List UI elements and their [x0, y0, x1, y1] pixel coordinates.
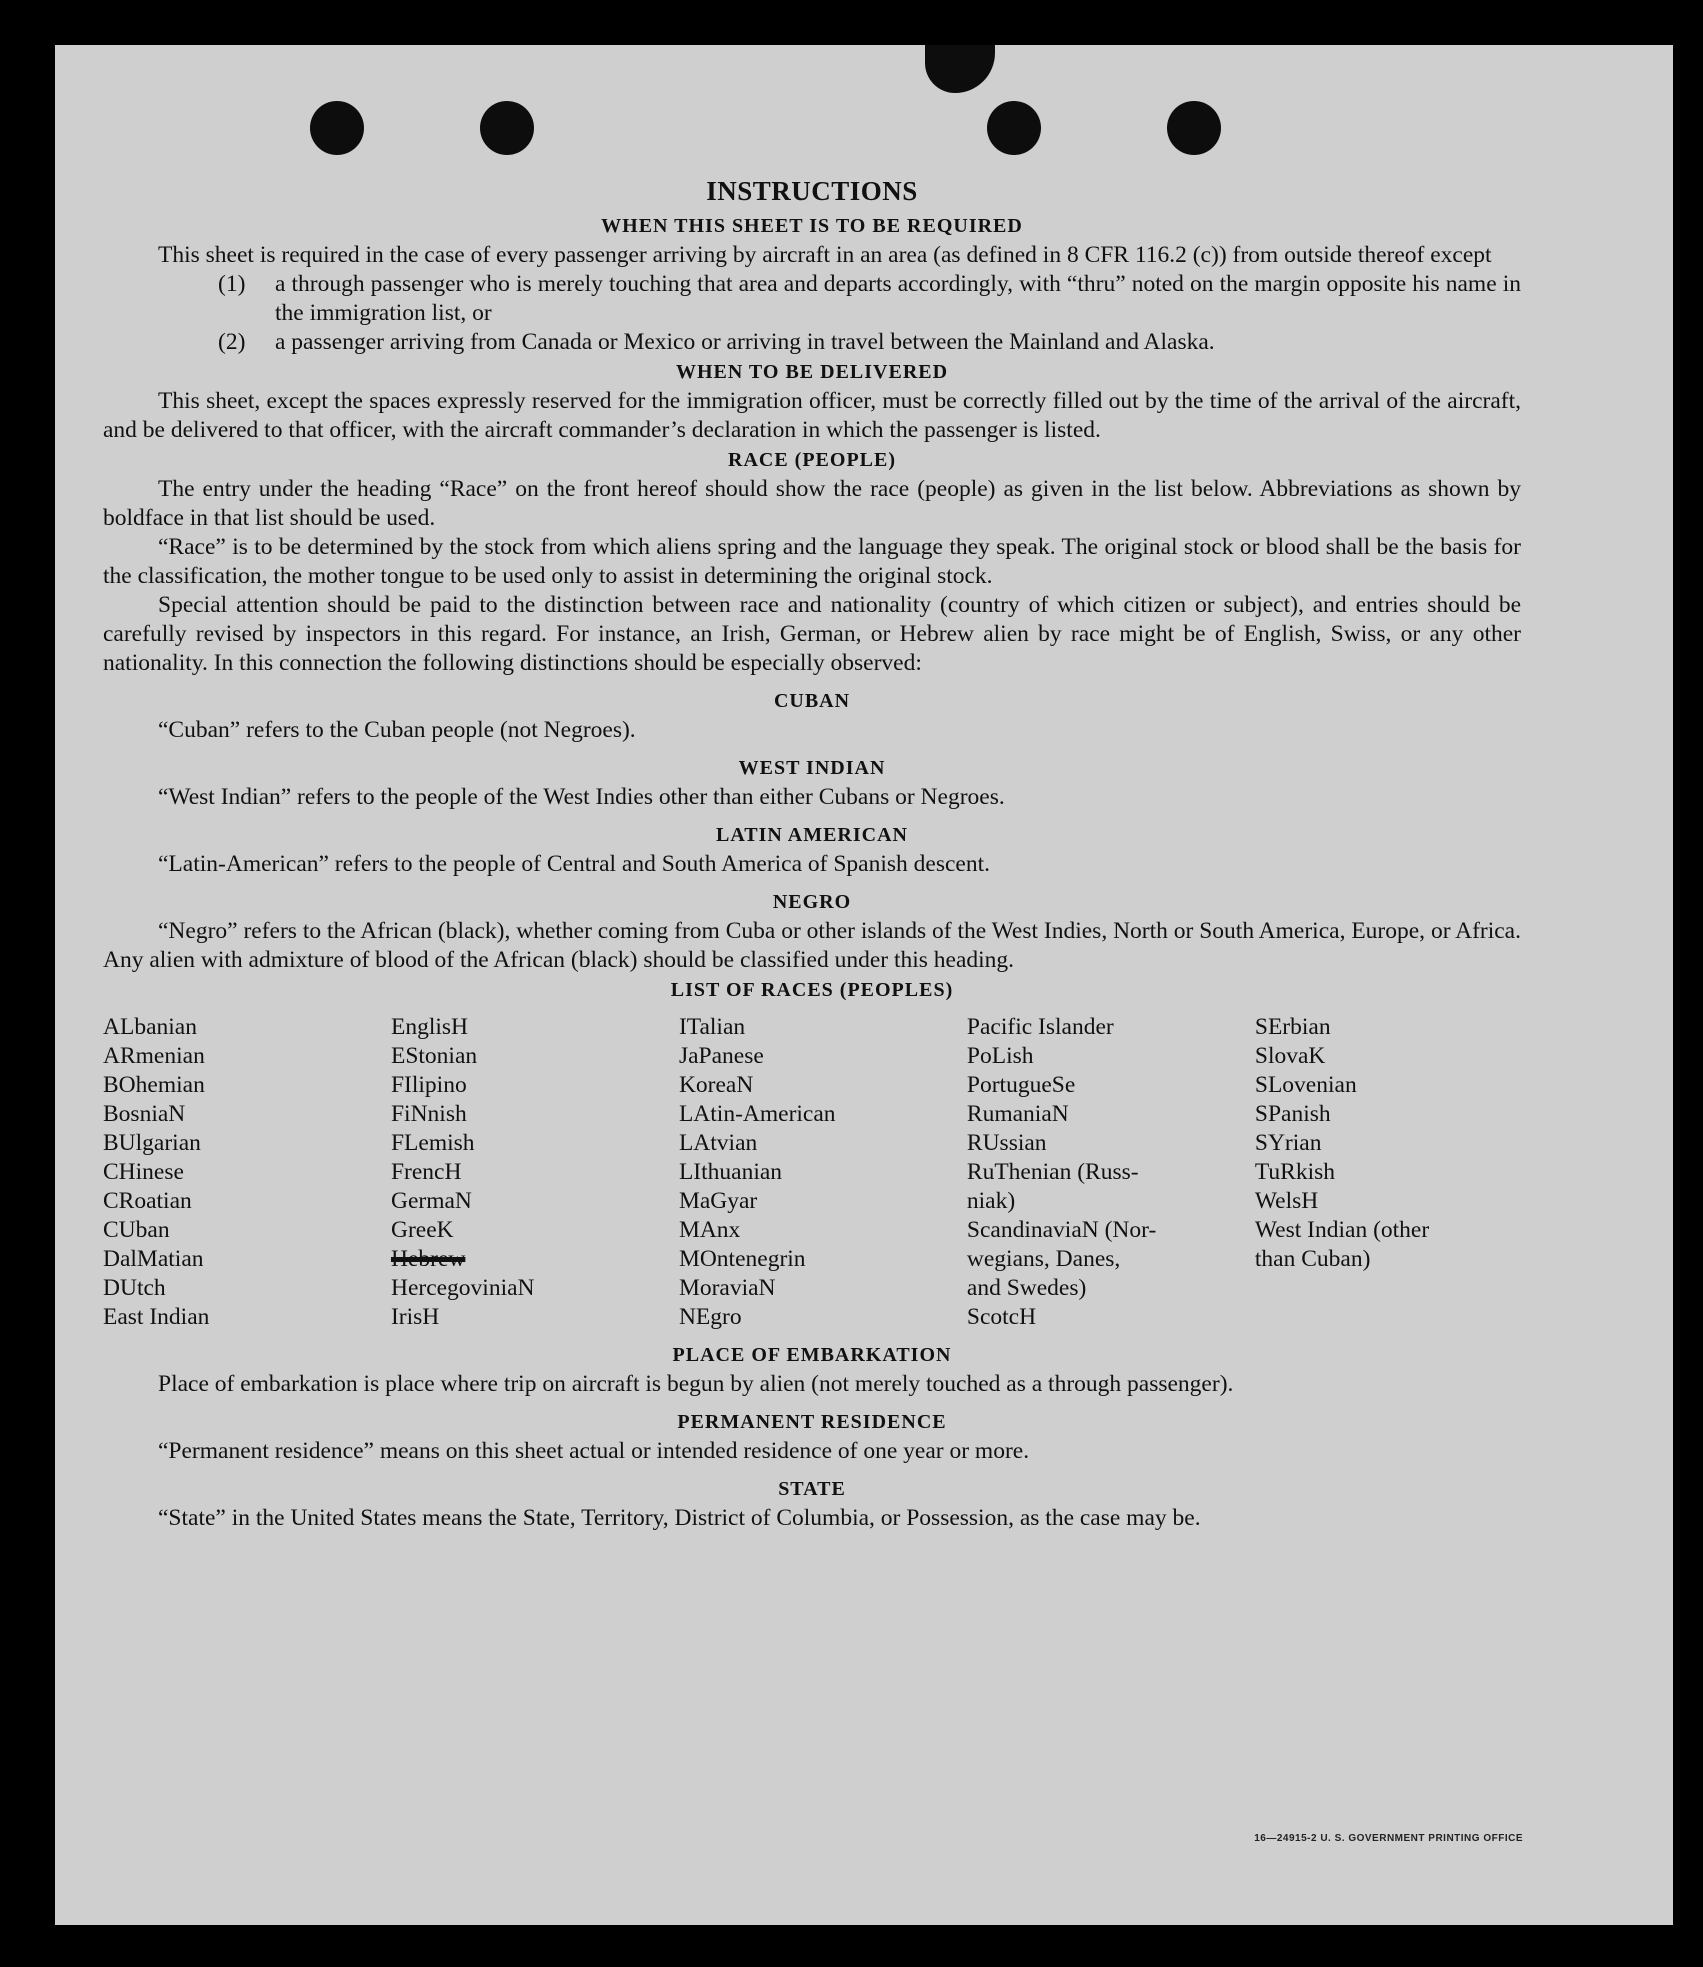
embarkation-text: Place of embarkation is place where trip on aircraft is begun by alien (not merely touched as a through passenger).	[158, 1371, 1234, 1397]
race-paragraph: Special attention should be paid to the distinction between race and nationality (country of which citizen or subject), and entries should be carefully revised by inspectors in this regard. For instance, an Irish, German, or Hebrew alien by race might be of English, Swiss, or any other nationality. In this connection the following distinctions should be especially observed:	[103, 592, 1521, 676]
race-entry: BUlgarian	[103, 1130, 201, 1156]
race-entry: BosniaN	[103, 1101, 186, 1127]
printer-imprint: 16—24915-2 U. S. GOVERNMENT PRINTING OFFICE	[1254, 1833, 1523, 1844]
section-heading-west-indian: WEST INDIAN	[738, 757, 886, 779]
section-heading-required: WHEN THIS SHEET IS TO BE REQUIRED	[601, 215, 1023, 237]
race-entry: LAtin-American	[678, 1101, 836, 1127]
race-entry: NEgro	[678, 1304, 742, 1330]
exception-item	[218, 328, 1521, 357]
race-entry: WelsH	[1254, 1188, 1319, 1214]
section-heading-cuban: CUBAN	[773, 690, 851, 712]
race-entry: IrisH	[390, 1304, 440, 1330]
torn-edge	[925, 45, 995, 93]
races-column	[391, 1013, 679, 1332]
race-entry: FiNnish	[390, 1101, 467, 1127]
race-entry: FrencH	[390, 1159, 462, 1185]
delivered-text: This sheet, except the spaces expressly reserved for the immigration officer, must be correctly filled out by the time of the arrival of the aircraft, and be delivered to that officer, with the aircraft commander’s declaration in which the passenger is listed.	[103, 388, 1521, 443]
section-heading-latin-american: LATIN AMERICAN	[716, 824, 908, 846]
cuban-text: “Cuban” refers to the Cuban people (not Negroes).	[158, 717, 636, 743]
race-entry: RumaniaN	[966, 1101, 1069, 1127]
race-paragraph: “Race” is to be determined by the stock from which aliens spring and the language they speak. The original stock or blood shall be the basis for the classification, the mother tongue to be used only to assist in determining the original stock.	[103, 534, 1521, 589]
race-entry: ARmenian	[103, 1043, 205, 1069]
negro-text: “Negro” refers to the African (black), whether coming from Cuba or other islands of the West Indies, North or South America, Europe, or Africa. Any alien with admixture of blood of the African (black) should be classified under this heading.	[103, 918, 1521, 973]
race-entry: FIlipino	[390, 1072, 467, 1098]
state-text: “State” in the United States means the State, Territory, District of Columbia, or Possession, as the case may be.	[158, 1505, 1201, 1531]
race-entry: EStonian	[390, 1043, 478, 1069]
punch-hole	[987, 101, 1041, 155]
race-entry: HercegoviniaN	[390, 1275, 535, 1301]
race-entry: CUban	[103, 1217, 170, 1243]
race-entry: SlovaK	[1254, 1043, 1326, 1069]
race-entry: MOntenegrin	[678, 1246, 806, 1272]
race-entry: JaPanese	[678, 1043, 764, 1069]
latin-american-text: “Latin-American” refers to the people of Central and South America of Spanish descent.	[158, 851, 991, 877]
race-entry: East Indian	[103, 1304, 210, 1330]
race-entry: ScotcH	[966, 1304, 1037, 1330]
race-entry: GreeK	[390, 1217, 454, 1243]
section-heading-race: RACE (PEOPLE)	[728, 449, 896, 471]
race-entry: PortugueSe	[966, 1072, 1076, 1098]
exception-item	[218, 270, 1521, 328]
race-entry-struck: Hebrew	[390, 1246, 466, 1272]
race-entry: DUtch	[103, 1275, 166, 1301]
section-heading-embarkation: PLACE OF EMBARKATION	[672, 1344, 952, 1366]
race-entry: RuThenian (Russ- niak)	[966, 1159, 1139, 1214]
instructions-content	[103, 175, 1521, 1533]
exception-text: a through passenger who is merely touching that area and departs accordingly, with “thru” noted on the margin opposite his name in the immigration list, or	[275, 271, 1521, 326]
race-entry: LAtvian	[678, 1130, 758, 1156]
race-entry: SErbian	[1254, 1014, 1331, 1040]
race-entry: SPanish	[1254, 1101, 1331, 1127]
exception-number: (2)	[218, 329, 246, 355]
punch-hole	[310, 101, 364, 155]
race-paragraph: The entry under the heading “Race” on the front hereof should show the race (people) as given in the list below. Abbreviations as shown by boldface in that list should be used.	[103, 476, 1521, 531]
race-entry: FLemish	[390, 1130, 475, 1156]
required-intro: This sheet is required in the case of every passenger arriving by aircraft in an area (as defined in 8 CFR 116.2 (c)) from outside thereof except	[158, 242, 1492, 268]
race-entry: LIthuanian	[678, 1159, 783, 1185]
race-entry: MoraviaN	[678, 1275, 776, 1301]
section-heading-negro: NEGRO	[772, 891, 852, 913]
race-entry: EnglisH	[390, 1014, 468, 1040]
race-entry: SYrian	[1254, 1130, 1322, 1156]
races-column	[103, 1013, 391, 1332]
race-entry: MAnx	[678, 1217, 741, 1243]
race-entry: RUssian	[966, 1130, 1047, 1156]
race-entry: PoLish	[966, 1043, 1034, 1069]
race-entry: CHinese	[103, 1159, 184, 1185]
section-heading-list-of-races: LIST OF RACES (PEOPLES)	[670, 979, 954, 1001]
race-entry: DalMatian	[103, 1246, 204, 1272]
race-entry: West Indian (other than Cuban)	[1254, 1217, 1430, 1272]
race-entry: ITalian	[678, 1014, 746, 1040]
race-entry: ALbanian	[103, 1014, 197, 1040]
race-entry: MaGyar	[678, 1188, 758, 1214]
race-entry: TuRkish	[1254, 1159, 1336, 1185]
section-heading-residence: PERMANENT RESIDENCE	[677, 1411, 947, 1433]
race-entry: GermaN	[390, 1188, 472, 1214]
races-column	[679, 1013, 967, 1332]
punch-hole	[1167, 101, 1221, 155]
race-entry: BOhemian	[103, 1072, 205, 1098]
page-title: INSTRUCTIONS	[706, 176, 918, 206]
document-page	[55, 45, 1673, 1925]
exception-text: a passenger arriving from Canada or Mexico or arriving in travel between the Mainland and Alaska.	[275, 329, 1215, 355]
race-entry: Pacific Islander	[966, 1014, 1114, 1040]
races-table	[103, 1013, 1521, 1332]
residence-text: “Permanent residence” means on this sheet actual or intended residence of one year or more.	[158, 1438, 1030, 1464]
exception-number: (1)	[218, 271, 246, 297]
punch-hole	[480, 101, 534, 155]
races-column	[1255, 1013, 1521, 1332]
race-entry: KoreaN	[678, 1072, 754, 1098]
race-entry: CRoatian	[103, 1188, 192, 1214]
races-column	[967, 1013, 1255, 1332]
west-indian-text: “West Indian” refers to the people of the West Indies other than either Cubans or Negroes.	[158, 784, 1005, 810]
section-heading-delivered: WHEN TO BE DELIVERED	[675, 361, 949, 383]
section-heading-state: STATE	[778, 1478, 846, 1500]
race-entry: ScandinaviaN (Nor- wegians, Danes, and Swedes)	[966, 1217, 1157, 1301]
race-entry: SLovenian	[1254, 1072, 1357, 1098]
